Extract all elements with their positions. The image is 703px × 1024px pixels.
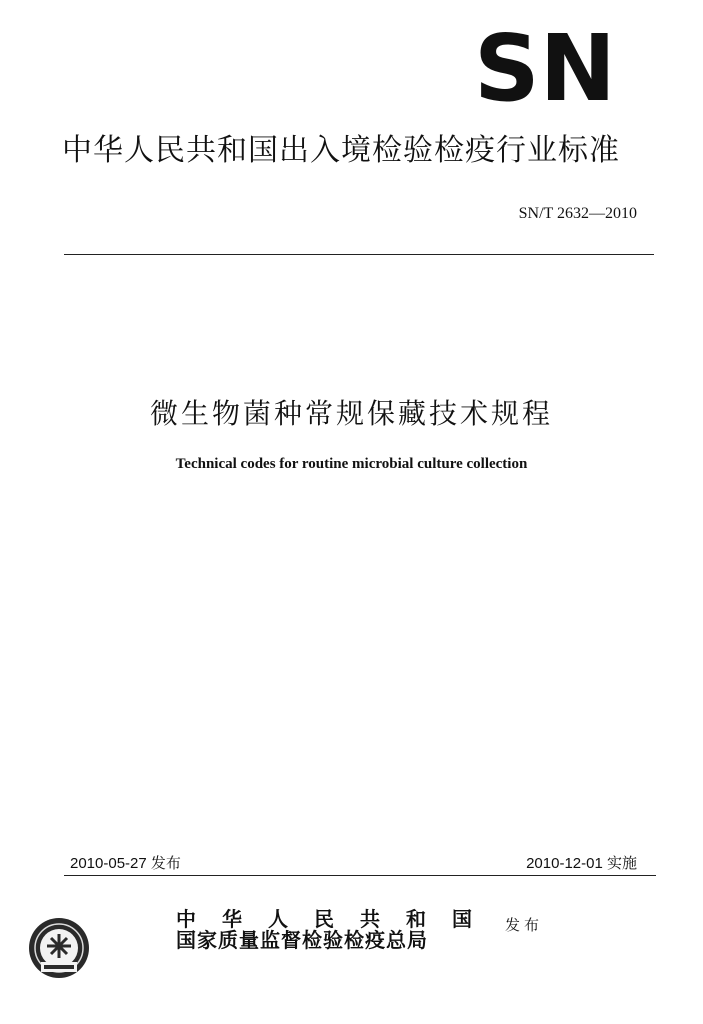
standard-number: SN/T 2632—2010 xyxy=(518,205,637,222)
document-title-cn: 微生物菌种常规保藏技术规程 xyxy=(149,397,553,430)
standard-category: 中华人民共和国出入境检验检疫行业标准 xyxy=(62,133,620,168)
issuer-name-line2: 国家质量监督检验检疫总局 xyxy=(176,928,428,952)
footer-divider xyxy=(64,875,656,876)
sn-logo xyxy=(473,28,618,104)
issue-date: 2010-05-27 发布 xyxy=(70,855,181,872)
sn-logo-text: SN xyxy=(474,28,616,104)
effective-date: 2010-12-01 实施 xyxy=(526,855,637,872)
document-title-en: Technical codes for routine microbial culture collection xyxy=(175,456,528,472)
publish-label: 发布 xyxy=(505,916,544,934)
header-divider xyxy=(64,254,654,255)
issuer-name-line1: 中华人民共和国 xyxy=(176,907,498,931)
publisher-seal-icon xyxy=(27,916,91,980)
